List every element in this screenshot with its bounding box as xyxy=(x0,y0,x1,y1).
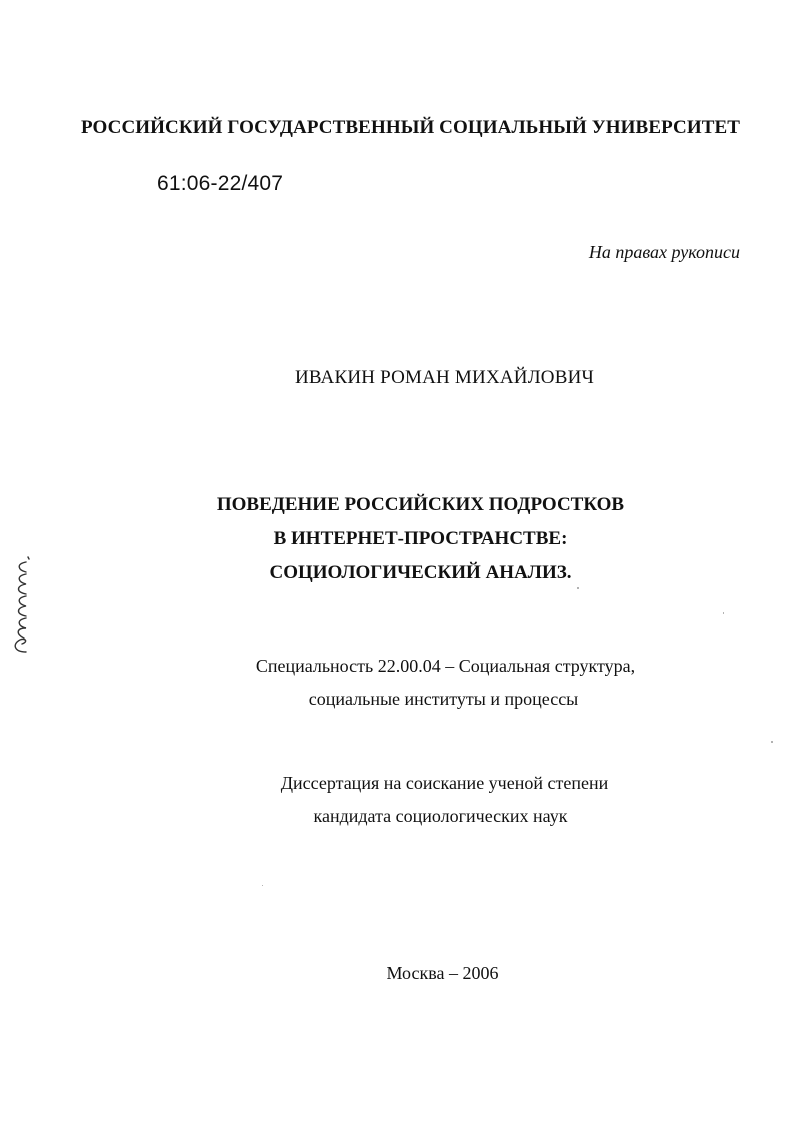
degree-line-1: Диссертация на соискание ученой степени xyxy=(280,773,609,793)
dissertation-title-line-3: СОЦИОЛОГИЧЕСКИЙ АНАЛИЗ. xyxy=(269,562,572,583)
degree-line-2: кандидата социологических наук xyxy=(313,806,568,826)
scan-speck xyxy=(262,885,263,886)
dissertation-title-line-2: В ИНТЕРНЕТ-ПРОСТРАНСТВЕ: xyxy=(273,528,568,549)
university-name: РОССИЙСКИЙ ГОСУДАРСТВЕННЫЙ СОЦИАЛЬНЫЙ УНИВЕРСИТЕТ xyxy=(80,117,741,138)
dissertation-title-line-1: ПОВЕДЕНИЕ РОССИЙСКИХ ПОДРОСТКОВ xyxy=(216,494,625,515)
author-name: ИВАКИН РОМАН МИХАЙЛОВИЧ xyxy=(294,367,595,388)
catalog-number: 61:06-22/407 xyxy=(157,172,284,195)
scan-speck xyxy=(723,612,724,614)
city-year: Москва – 2006 xyxy=(386,963,499,983)
scan-speck xyxy=(577,587,579,589)
specialty-line-2: социальные институты и процессы xyxy=(308,689,579,709)
scan-speck xyxy=(771,741,773,743)
specialty-line-1: Специальность 22.00.04 – Социальная структура, xyxy=(255,656,636,676)
rights-notice: На правах рукописи xyxy=(588,242,740,262)
